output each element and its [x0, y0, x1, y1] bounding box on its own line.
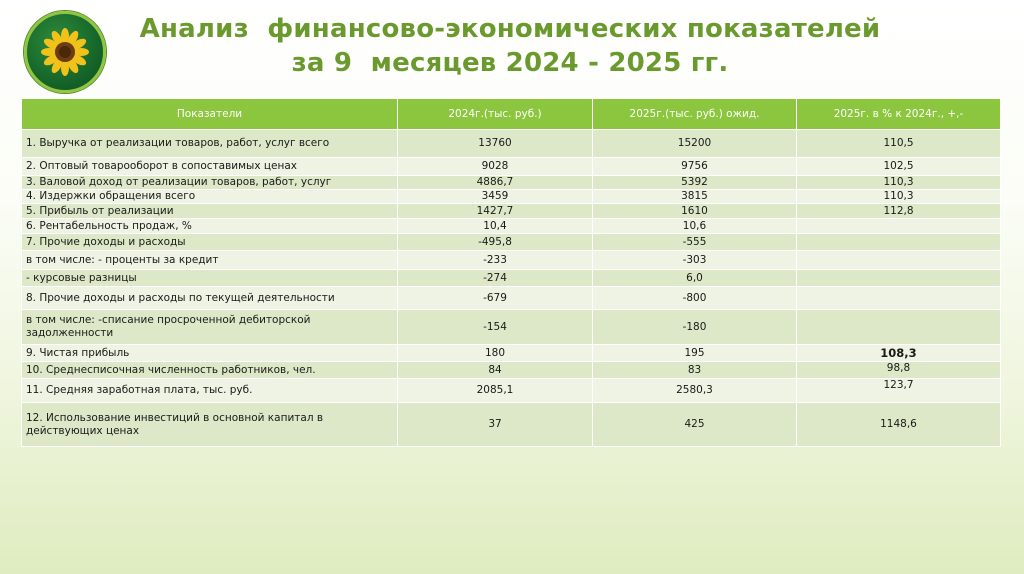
row-label: 4. Издержки обращения всего [22, 190, 398, 204]
table-row [22, 251, 1001, 270]
value-percent: 110,3 [797, 176, 1001, 190]
value-2024: 13760 [398, 130, 593, 158]
value-2025: -555 [593, 234, 797, 251]
company-logo [24, 11, 106, 93]
value-2025: 2580,3 [593, 379, 797, 403]
title-line-1: Анализ финансово-экономических показателей [139, 14, 881, 44]
table-row [22, 379, 1001, 403]
row-label: 3. Валовой доход от реализации товаров, работ, услуг [22, 176, 398, 190]
row-label: 12. Использование инвестиций в основной капитал в действующих ценах [22, 403, 398, 447]
row-label: 5. Прибыль от реализации [22, 204, 398, 219]
value-2024: 3459 [398, 190, 593, 204]
table-row [22, 362, 1001, 379]
value-2025: 6,0 [593, 270, 797, 287]
header-2024: 2024г.(тыс. руб.) [398, 99, 593, 130]
value-2024: -274 [398, 270, 593, 287]
row-label: 10. Среднесписочная численность работников, чел. [22, 362, 398, 379]
row-label: в том числе: - проценты за кредит [22, 251, 398, 270]
title-line-2: за 9 месяцев 2024 - 2025 гг. [291, 48, 729, 78]
row-label: 9. Чистая прибыль [22, 345, 398, 362]
value-percent: 108,3 [797, 345, 1001, 362]
value-percent: 102,5 [797, 158, 1001, 176]
row-label: в том числе: -списание просроченной дебиторской задолженности [22, 310, 398, 345]
value-2025: 425 [593, 403, 797, 447]
value-2024: 37 [398, 403, 593, 447]
value-2025: -180 [593, 310, 797, 345]
value-2025: -303 [593, 251, 797, 270]
value-percent [797, 234, 1001, 251]
value-percent: 112,8 [797, 204, 1001, 219]
sunflower-icon [27, 14, 103, 90]
table-row [22, 345, 1001, 362]
value-2024: -679 [398, 287, 593, 310]
value-percent [797, 270, 1001, 287]
value-2024: 2085,1 [398, 379, 593, 403]
value-percent [797, 287, 1001, 310]
header-percent: 2025г. в % к 2024г., +,- [797, 99, 1001, 130]
value-2024: -154 [398, 310, 593, 345]
value-percent: 1148,6 [797, 403, 1001, 447]
value-percent: 123,7 [797, 379, 1001, 403]
value-2024: 9028 [398, 158, 593, 176]
value-2025: 15200 [593, 130, 797, 158]
row-label: - курсовые разницы [22, 270, 398, 287]
value-2025: 5392 [593, 176, 797, 190]
value-2025: 3815 [593, 190, 797, 204]
table-header-row [22, 99, 1001, 130]
row-label: 2. Оптовый товарооборот в сопоставимых ценах [22, 158, 398, 176]
value-2025: -800 [593, 287, 797, 310]
value-percent [797, 251, 1001, 270]
row-label: 8. Прочие доходы и расходы по текущей деятельности [22, 287, 398, 310]
row-label: 7. Прочие доходы и расходы [22, 234, 398, 251]
value-2024: 180 [398, 345, 593, 362]
row-label: 1. Выручка от реализации товаров, работ, услуг всего [22, 130, 398, 158]
value-2025: 195 [593, 345, 797, 362]
value-2025: 1610 [593, 204, 797, 219]
table-row [22, 158, 1001, 176]
table-row [22, 287, 1001, 310]
indicators-table [21, 98, 1001, 447]
value-percent [797, 310, 1001, 345]
value-2025: 83 [593, 362, 797, 379]
header-2025: 2025г.(тыс. руб.) ожид. [593, 99, 797, 130]
table-row [22, 190, 1001, 204]
value-2025: 10,6 [593, 219, 797, 234]
value-2024: 1427,7 [398, 204, 593, 219]
value-percent: 110,3 [797, 190, 1001, 204]
value-percent: 98,8 [797, 362, 1001, 379]
table-row [22, 270, 1001, 287]
value-percent: 110,5 [797, 130, 1001, 158]
value-2025: 9756 [593, 158, 797, 176]
row-label: 11. Средняя заработная плата, тыс. руб. [22, 379, 398, 403]
table-row [22, 176, 1001, 190]
row-label: 6. Рентабельность продаж, % [22, 219, 398, 234]
table-row [22, 234, 1001, 251]
table-row [22, 204, 1001, 219]
value-2024: 10,4 [398, 219, 593, 234]
header-indicator: Показатели [22, 99, 398, 130]
table-row [22, 219, 1001, 234]
value-2024: 84 [398, 362, 593, 379]
value-2024: -495,8 [398, 234, 593, 251]
value-2024: -233 [398, 251, 593, 270]
table-row [22, 403, 1001, 447]
table-row [22, 130, 1001, 158]
value-percent [797, 219, 1001, 234]
value-2024: 4886,7 [398, 176, 593, 190]
table-row [22, 310, 1001, 345]
page-title [130, 12, 890, 80]
